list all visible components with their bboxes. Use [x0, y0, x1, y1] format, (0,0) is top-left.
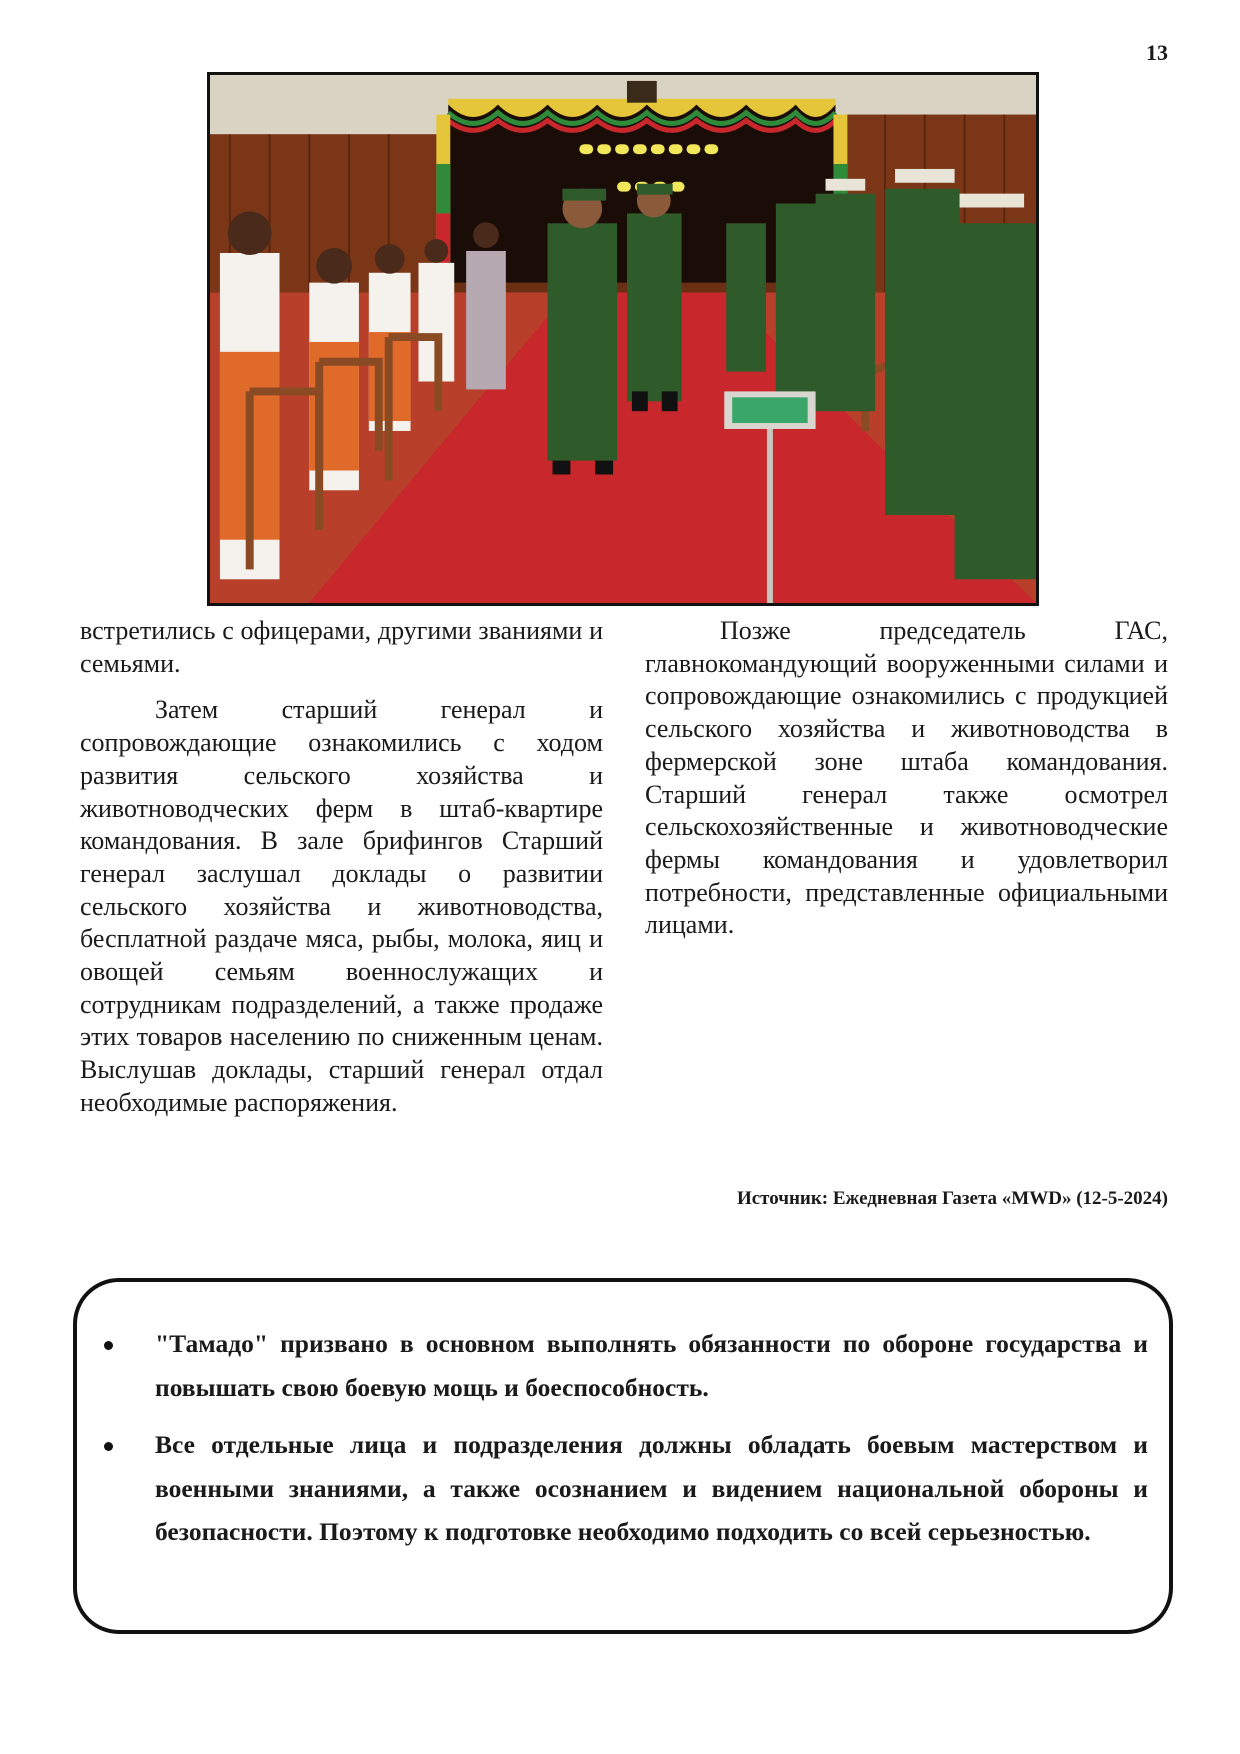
- right-paragraph-1: Позже председатель ГАС, главнокомандующий вооруженными силами и сопровождающие ознакомились с продукцией сельского хозяйства и животноводства в фермерской зоне штаба командования. Старший генерал также осмотрел сельскохозяйственные и животноводческие фермы командования и удовлетворил потребности, представленные официальными лицами.: [645, 616, 1168, 940]
- bullet-icon: [104, 1442, 113, 1451]
- left-paragraph-2: Затем старший генерал и сопровождающие ознакомились с ходом развития сельского хозяйства и животноводческих ферм в штаб-квартире командования. В зале брифингов Старший генерал заслушал доклады о развитии сельского хозяйства и животноводства, бесплатной раздаче мяса, рыбы, молока, яиц и овощей семьям военнослужащих и сотрудникам подразделений, а также продаже этих товаров населению по сниженным ценам. Выслушав доклады, старший генерал отдал необходимые распоряжения.: [80, 695, 603, 1117]
- article-left-column: [80, 615, 603, 1120]
- article-photo: [207, 72, 1039, 606]
- bullet-icon: [104, 1341, 113, 1350]
- source-citation: Источник: Ежедневная Газета «MWD» (12-5-2024): [736, 1188, 1168, 1209]
- page-number: 13: [1146, 40, 1168, 65]
- left-paragraph-1: встретились с офицерами, другими званиями и семьями.: [80, 616, 603, 678]
- article-right-column: [645, 615, 1168, 942]
- callout-box: [73, 1278, 1173, 1634]
- callout-item-text: "Тамадо" призвано в основном выполнять обязанности по обороне государства и повышать свою боевую мощь и боеспособность.: [155, 1329, 1148, 1402]
- photo-generals-meeting-icon: [210, 75, 1036, 603]
- callout-item: [100, 1322, 1148, 1409]
- callout-item-text: Все отдельные лица и подразделения должны обладать боевым мастерством и военными знаниями, а также осознанием и видением национальной обороны и безопасности. Поэтому к подготовке необходимо подходить со всей серьезностью.: [155, 1430, 1148, 1546]
- callout-list: [100, 1322, 1148, 1554]
- callout-item: [100, 1423, 1148, 1554]
